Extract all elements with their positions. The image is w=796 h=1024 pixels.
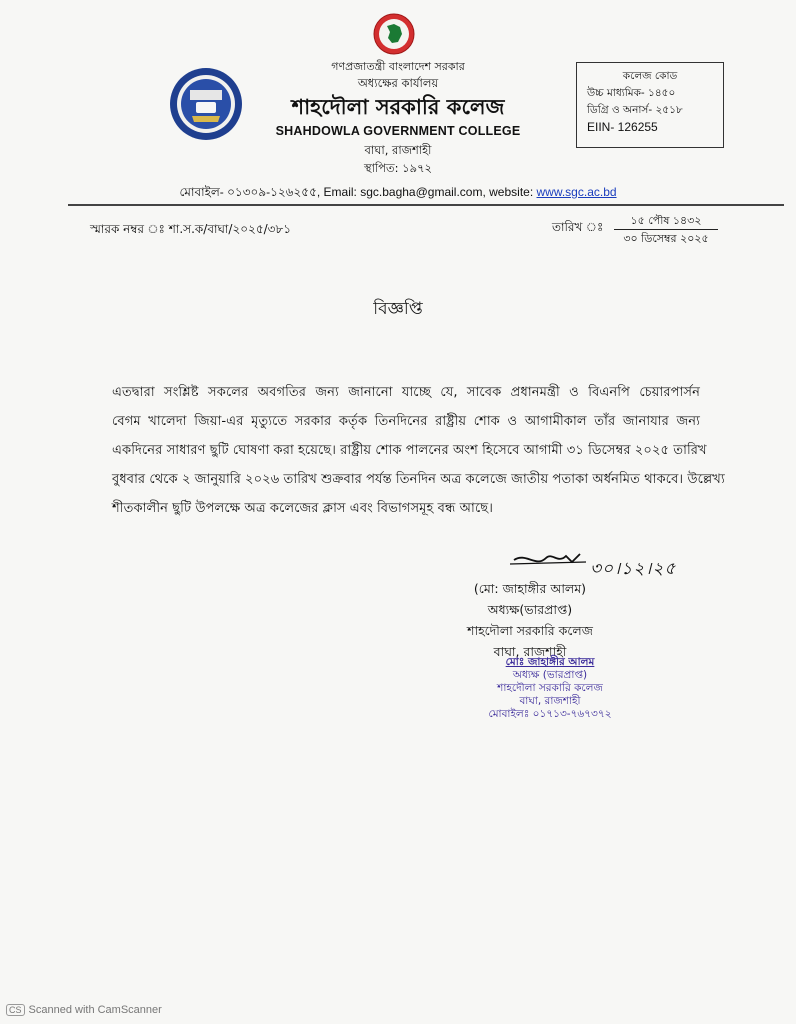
signature-date: ৩০।১২।২৫	[590, 559, 677, 579]
notice-body	[112, 378, 725, 523]
seal-place: বাঘা, রাজশাহী	[519, 695, 581, 707]
official-seal	[470, 656, 630, 721]
office-line: অধ্যক্ষের কার্যালয়	[357, 76, 439, 90]
seal-designation: অধ্যক্ষ (ভারপ্রাপ্ত)	[512, 669, 588, 681]
camscanner-icon: CS	[6, 1004, 25, 1016]
code-box-title: কলেজ কোড	[622, 70, 678, 82]
watermark-text: Scanned with CamScanner	[28, 1004, 162, 1016]
signatory-college: শাহদৌলা সরকারি কলেজ	[467, 623, 593, 638]
college-established: স্থাপিত: ১৯৭২	[363, 161, 433, 175]
website-link[interactable]: www.sgc.ac.bd	[536, 185, 617, 199]
contact-email: Email: sgc.bagha@gmail.com,	[323, 185, 486, 199]
eiin-code: EIIN- 126255	[587, 120, 658, 134]
contact-website-label: website:	[489, 185, 534, 199]
notice-line: একদিনের সাধারণ ছুটি ঘোষণা করা হয়েছে। রাষ্ট্রীয় শোক পালনের অংশ হিসেবে আগামী ৩১ ডিসেম্বর ২০২৫ তারিখ	[112, 443, 707, 458]
signatory-name: (মো: জাহাঙ্গীর আলম)	[473, 581, 587, 596]
header-divider	[68, 204, 784, 206]
government-line: গণপ্রজাতন্ত্রী বাংলাদেশ সরকার	[331, 60, 465, 73]
signatory-place: বাঘা, রাজশাহী	[493, 644, 567, 659]
date-english: ৩০ ডিসেম্বর ২০২৫	[623, 232, 709, 245]
college-name-english: SHAHDOWLA GOVERNMENT COLLEGE	[275, 124, 521, 138]
notice-line: বেগম খালেদা জিয়া-এর মৃত্যুতে সরকার কর্তৃক তিনদিনের রাষ্ট্রীয় শোক ও আগামীকাল তাঁর জানাযার জন্য	[112, 414, 700, 429]
signatory-designation: অধ্যক্ষ(ভারপ্রাপ্ত)	[487, 602, 573, 617]
notice-line: এতদ্বারা সংশ্লিষ্ট সকলের অবগতির জন্য জানানো যাচ্ছে যে, সাবেক প্রধানমন্ত্রী ও বিএনপি চেয়ারপার্সন	[112, 385, 700, 400]
scanner-watermark	[6, 1004, 162, 1016]
signatory-block	[430, 578, 630, 662]
date-bangla: ১৫ পৌষ ১৪৩২	[614, 212, 718, 230]
notice-line: বুধবার থেকে ২ জানুয়ারি ২০২৬ তারিখ শুক্রবার পর্যন্ত তিনদিন অত্র কলেজে জাতীয় পতাকা অর্ধনমিত থাকবে। উল্লেখ্য	[112, 472, 725, 487]
bangladesh-emblem-icon	[372, 12, 416, 56]
college-logo-icon	[168, 66, 244, 142]
college-location: বাঘা, রাজশাহী	[364, 143, 432, 157]
hsc-code: উচ্চ মাধ্যমিক- ১৪৫০	[587, 87, 676, 99]
seal-college: শাহদৌলা সরকারি কলেজ	[497, 682, 603, 694]
degree-code: ডিগ্রি ও অনার্স- ২৫১৮	[587, 104, 683, 116]
seal-mobile: মোবাইলঃ ০১৭১৩-৭৬৭৩৭২	[488, 708, 612, 720]
notice-title: বিজ্ঞপ্তি	[373, 299, 423, 319]
date-block	[614, 212, 718, 247]
contact-line	[0, 184, 796, 204]
contact-mobile: মোবাইল- ০১৩০৯-১২৬২৫৫,	[179, 185, 321, 199]
date-label: তারিখ ঃ	[552, 220, 604, 234]
college-name-bangla: শাহদৌলা সরকারি কলেজ	[291, 94, 505, 119]
memo-number: স্মারক নম্বর ঃ শা.স.ক/বাঘা/২০২৫/৩৮১	[90, 222, 292, 236]
college-code-box	[576, 62, 724, 148]
notice-line: শীতকালীন ছুটি উপলক্ষে অত্র কলেজের ক্লাস এবং বিভাগসমূহ বন্ধ আছে।	[112, 501, 493, 516]
seal-name: মোঃ জাহাঙ্গীর আলম	[505, 656, 595, 668]
